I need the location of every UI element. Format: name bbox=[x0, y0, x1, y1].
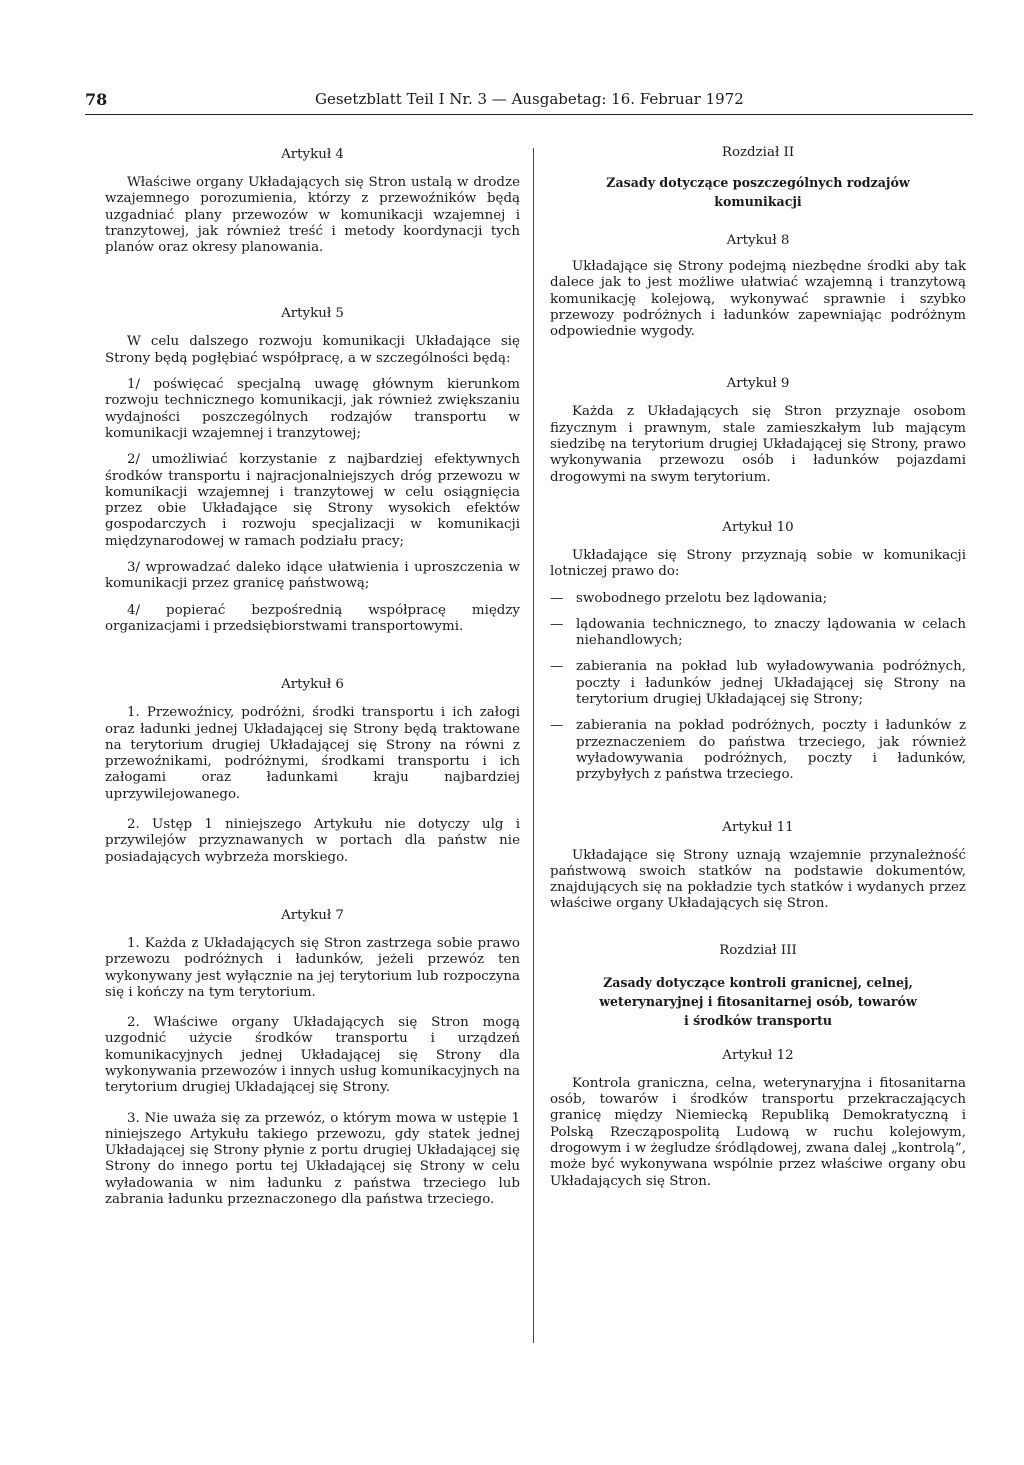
article-4-text: Właściwe organy Układających się Stron ustalą w drodze wzajemnego porozumienia, którzy z przewoźników będą uzgadniać plany przewozów w komunikacji wzajemnej i tranzytowej, jak również treść i metody koordynacji tych planów oraz okresy planowania. bbox=[105, 175, 520, 256]
article-8-title: Artykuł 8 bbox=[726, 233, 790, 248]
article-12-text: Kontrola graniczna, celna, weterynaryjna i fitosanitarna osób, towarów i środków transportu przekraczających granicę między Niemiecką Republiką Demokratyczną i Polską Rzecząpospolitą Ludową w ruchu kolejowym, drogowym i w żegludze śródlądowej, zwana dalej „kontrolą”, może być wykonywana wspólnie przez właściwe organy obu Układających się Stron. bbox=[550, 1075, 966, 1189]
article-10-item-1: — swobodnego przelotu bez lądowania; bbox=[550, 591, 966, 607]
article-5-title: Artykuł 5 bbox=[281, 306, 344, 322]
article-10-item-4: — zabierania na pokład podróżnych, poczty i ładunków z przeznaczeniem do państwa trzeciego, jak również wyładowywania podróżnych, poczty i ładunków, przybyłych z państwa trzeciego. bbox=[550, 718, 966, 783]
article-6-title: Artykuł 6 bbox=[281, 677, 344, 693]
left-column bbox=[105, 145, 520, 1425]
article-11-text: Układające się Strony uznają wzajemnie przynależność państwową swoich statków na podstawie dokumentów, znajdujących się na pokładzie tych statków i wydanych przez właściwe organy Układających się Stron. bbox=[550, 847, 966, 912]
article-10-item-2: — lądowania technicznego, to znaczy lądowania w celach niehandlowych; bbox=[550, 617, 966, 650]
article-4-title: Artykuł 4 bbox=[281, 147, 344, 162]
chapter-3-title: Rozdział III bbox=[719, 942, 797, 958]
article-10-item-3: — zabierania na pokład lub wyładowywania podróżnych, poczty i ładunków jednej Układającej się Strony na terytorium drugiej Układającej się Strony; bbox=[550, 659, 966, 708]
article-7-par-3: 3. Nie uważa się za przewóz, o którym mowa w ustępie 1 niniejszego Artykułu takiego przewozu, gdy statek jednej Układającej się Strony płynie z portu drugiej Układającej się Strony do innego portu tej Układającej się Strony w celu wyładowania w nim ładunku z państwa trzeciego lub zabrania ładunku przeznaczonego dla państwa trzeciego. bbox=[105, 1110, 520, 1208]
column-divider bbox=[533, 148, 534, 1343]
chapter-3-subtitle-line-2: weterynaryjnej i fitosanitarnej osób, towarów bbox=[599, 993, 917, 1009]
article-5-item-4: 4/ popierać bezpośrednią współpracę między organizacjami i przedsiębiorstwami transportowymi. bbox=[105, 602, 520, 634]
article-10-intro: Układające się Strony przyznają sobie w komunikacji lotniczej prawo do: bbox=[550, 547, 966, 580]
article-11-title: Artykuł 11 bbox=[722, 819, 794, 835]
article-6-par-2: 2. Ustęp 1 niniejszego Artykułu nie dotyczy ulg i przywilejów przyznawanych w portach dla państw nie posiadających wybrzeża morskiego. bbox=[105, 817, 520, 865]
chapter-2-title: Rozdział II bbox=[721, 145, 795, 160]
article-5-intro: W celu dalszego rozwoju komunikacji Układające się Strony będą pogłębiać współpracę, a w szczególności będą: bbox=[105, 334, 520, 366]
article-9-text: Każda z Układających się Stron przyznaje osobom fizycznym i prawnym, stale zamieszkałym lub mającym siedzibę na terytorium drugiej Układającej się Strony, prawo wykonywania przewozu osób i ładunków pojazdami drogowymi na swym terytorium. bbox=[550, 404, 966, 485]
gazette-title: Gesetzblatt Teil I Nr. 3 — Ausgabetag: 16. Februar 1972 bbox=[315, 90, 744, 108]
article-5-item-1: 1/ poświęcać specjalną uwagę głównym kierunkom rozwoju technicznego komunikacji, jak również zwiększaniu wydajności poszczególnych rodzajów transportu w komunikacji wzajemnej i tranzytowej; bbox=[105, 377, 520, 441]
article-8-text: Układające się Strony podejmą niezbędne środki aby tak dalece jak to jest możliwe ułatwiać wzajemną i tranzytową komunikację kolejową, wykonywać sprawnie i szybko przewozy podróżnych i ładunków zapewniając podróżnym odpowiednie wygody. bbox=[550, 259, 966, 340]
chapter-2-subtitle-line-1: Zasady dotyczące poszczególnych rodzajów bbox=[606, 175, 910, 190]
article-6-par-1: 1. Przewoźnicy, podróżni, środki transportu i ich załogi oraz ładunki jednej Układającej się Strony będą traktowane na terytorium drugiej Układającej się Strony na równi z przewoźnikami, podróżnymi, środkami transportu i ich załogami oraz ładunkami kraju najbardziej uprzywilejowanego. bbox=[105, 705, 520, 802]
article-10-title: Artykuł 10 bbox=[722, 519, 794, 535]
article-5-item-3: 3/ wprowadzać daleko idące ułatwienia i uproszczenia w komunikacji przez granicę państwową; bbox=[105, 560, 520, 592]
article-9-title: Artykuł 9 bbox=[726, 376, 790, 392]
article-7-par-2: 2. Właściwe organy Układających się Stron mogą uzgodnić użycie środków transportu i urządzeń komunikacyjnych jednej Układającej się Strony dla wykonywania przewozów i innych usług komunikacyjnych na terytorium drugiej Układającej się Strony. bbox=[105, 1015, 520, 1096]
article-12-title: Artykuł 12 bbox=[722, 1047, 794, 1063]
article-7-par-1: 1. Każda z Układających się Stron zastrzega sobie prawo przewozu podróżnych i ładunków, jeżeli przewóz ten wykonywany jest wyłącznie na jej terytorium lub rozpoczyna się i kończy na tym terytorium. bbox=[105, 935, 520, 1000]
chapter-3-subtitle-line-1: Zasady dotyczące kontroli granicnej, celnej, bbox=[603, 974, 913, 990]
right-column bbox=[550, 145, 966, 1425]
article-5-item-2: 2/ umożliwiać korzystanie z najbardziej efektywnych środków transportu i najracjonalniejszych dróg przewozu w komunikacji wzajemnej i tranzytowej w celu osiągnięcia przez obie Układające się Strony wysokich efektów gospodarczych i rozwoju specjalizacji w komunikacji międzynarodowej w ramach podziału pracy; bbox=[105, 452, 520, 549]
page-header bbox=[85, 88, 973, 115]
page-number: 78 bbox=[85, 90, 108, 109]
article-7-title: Artykuł 7 bbox=[281, 907, 344, 923]
chapter-3-subtitle-line-3: i środków transportu bbox=[683, 1012, 833, 1028]
chapter-2-subtitle-line-2: komunikacji bbox=[714, 194, 802, 209]
